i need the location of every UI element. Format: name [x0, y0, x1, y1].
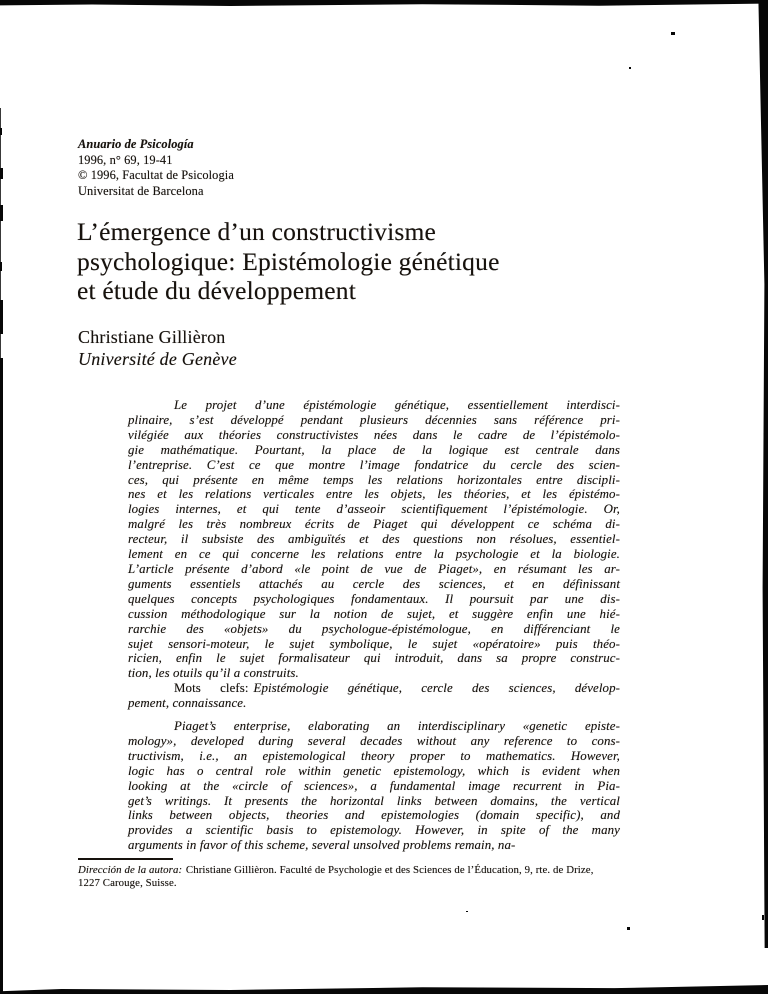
- keywords-line-2: pement, connaissance.: [128, 696, 247, 711]
- scan-artifact-left-edge: [0, 358, 3, 994]
- text-line: Piaget’s enterprise, elaborating an interdisciplinary «genetic episte-: [174, 719, 620, 734]
- scan-speck: [627, 927, 630, 930]
- abstract-french: [128, 398, 620, 681]
- scan-artifact-top-edge: [0, 0, 768, 6]
- scan-artifact-right-edge: [756, 0, 768, 948]
- text-line: logies internes, et qui tente d’asseoir scientifiquement l’épistémologie. Or,: [128, 502, 620, 517]
- text-line: links between objects, theories and epistemologies (domain specific), and: [128, 808, 620, 823]
- journal-header: [78, 137, 234, 199]
- author-affiliation: Université de Genève: [78, 349, 237, 369]
- title-line-1: L’émergence d’un constructivisme: [77, 217, 437, 246]
- scan-speck: [0, 262, 2, 271]
- text-line: L’article présente d’abord «le point de vue de Piaget», en résumant les ar-: [128, 561, 620, 576]
- text-line: arguments in favor of this scheme, several unsolved problems remain, na-: [128, 838, 516, 853]
- footnote-label: Dirección de la autora:: [78, 864, 183, 876]
- text-line: plinaire, s’est développé pendant plusieurs décennies sans référence pri-: [128, 412, 620, 427]
- keywords: [128, 681, 620, 711]
- author-block: [78, 326, 237, 370]
- title-line-2: psychologique: Epistémologie génétique: [77, 246, 500, 276]
- footnote-line-2: 1227 Carouge, Suisse.: [78, 877, 177, 890]
- text-line: gie mathématique. Pourtant, la place de la logique est centrale dans: [128, 442, 620, 457]
- text-line: lement en ce qui concerne les relations entre la psychologie et la biologie.: [128, 547, 620, 562]
- scan-speck: [629, 67, 631, 69]
- footnote: [78, 864, 726, 890]
- footnote-text-1: Christiane Gillièron. Faculté de Psychologie et des Sciences de l’Éducation, 9, rte. de Drize,: [185, 864, 594, 876]
- journal-copyright: © 1996, Facultat de Psicologia: [78, 168, 234, 182]
- title-line-3: et étude du développement: [77, 276, 357, 305]
- footnote-line-1: [78, 864, 726, 877]
- author-name: Christiane Gillièron: [78, 327, 226, 347]
- text-line: l’entreprise. C’est ce que montre l’image fondatrice du cercle des scien-: [128, 457, 620, 472]
- text-line: sujet sensori-moteur, le sujet symbolique, le sujet «opératoire» puis théo-: [128, 636, 620, 651]
- footnote-rule: [78, 858, 173, 860]
- text-line: tion, les otuils qu’il a construits.: [128, 666, 299, 681]
- text-line: ricien, enfin le sujet formalisateur qui introduit, dans sa propre construc-: [128, 651, 620, 666]
- scan-artifact-bottom-edge: [0, 985, 768, 994]
- abstract-english: [128, 719, 620, 853]
- text-line: quelques concepts psychologiques fondamentaux. Il poursuit par une dis-: [128, 591, 620, 606]
- text-line: nes et les relations verticales entre les objets, les théories, et les épistémo-: [128, 487, 620, 502]
- scan-speck: [466, 911, 468, 912]
- text-line: cussion méthodologique sur la notion de sujet, et suggère enfin une hié-: [128, 606, 620, 621]
- scan-speck: [0, 128, 2, 135]
- text-line: provides a scientific basis to epistemology. However, in spite of the many: [128, 823, 620, 838]
- article-title: [77, 217, 500, 306]
- keywords-line-1: [128, 681, 620, 696]
- journal-institution: Universitat de Barcelona: [78, 183, 204, 198]
- journal-name: Anuario de Psicología: [78, 137, 194, 151]
- text-line: mology», developed during several decades without any reference to cons-: [128, 733, 620, 748]
- scan-speck: [671, 32, 675, 35]
- text-line: get’s writings. It presents the horizontal links between domains, the vertical: [128, 793, 620, 808]
- keywords-text-1: Epistémologie génétique, cercle des sciences, dévelop-: [253, 681, 621, 696]
- text-line: looking at the «circle of sciences», a fundamental image recurrent in Pia-: [128, 778, 620, 793]
- scan-speck: [0, 205, 3, 221]
- scan-speck: [762, 915, 764, 920]
- scan-speck: [0, 300, 3, 334]
- text-line: rarchie des «objets» du psychologue-épistémologue, en différenciant le: [128, 621, 620, 636]
- text-line: guments essentiels attachés au cercle des sciences, et en définissant: [128, 576, 620, 591]
- text-line: ces, qui présente en même temps les relations horizontales entre discipli-: [128, 472, 620, 487]
- text-line: Le projet d’une épistémologie génétique, essentiellement interdisci-: [174, 398, 620, 412]
- journal-issue: 1996, n° 69, 19-41: [78, 152, 173, 167]
- text-line: vilégiée aux théories constructivistes nées dans le cadre de l’épistémolo-: [128, 427, 620, 442]
- text-line: tructivism, i.e., an epistemological theory proper to mathematics. However,: [128, 748, 620, 763]
- text-line: logic has o central role within genetic epistemology, which is evident when: [128, 763, 620, 778]
- text-line: recteur, il subsiste des ambiguïtés et des questions non résolues, essentiel-: [128, 532, 620, 547]
- keywords-label: Mots clefs:: [174, 681, 249, 696]
- text-line: malgré les très nombreux écrits de Piaget qui développent ce schéma di-: [128, 517, 620, 532]
- scan-speck: [0, 168, 3, 179]
- abstract-block: [128, 398, 620, 853]
